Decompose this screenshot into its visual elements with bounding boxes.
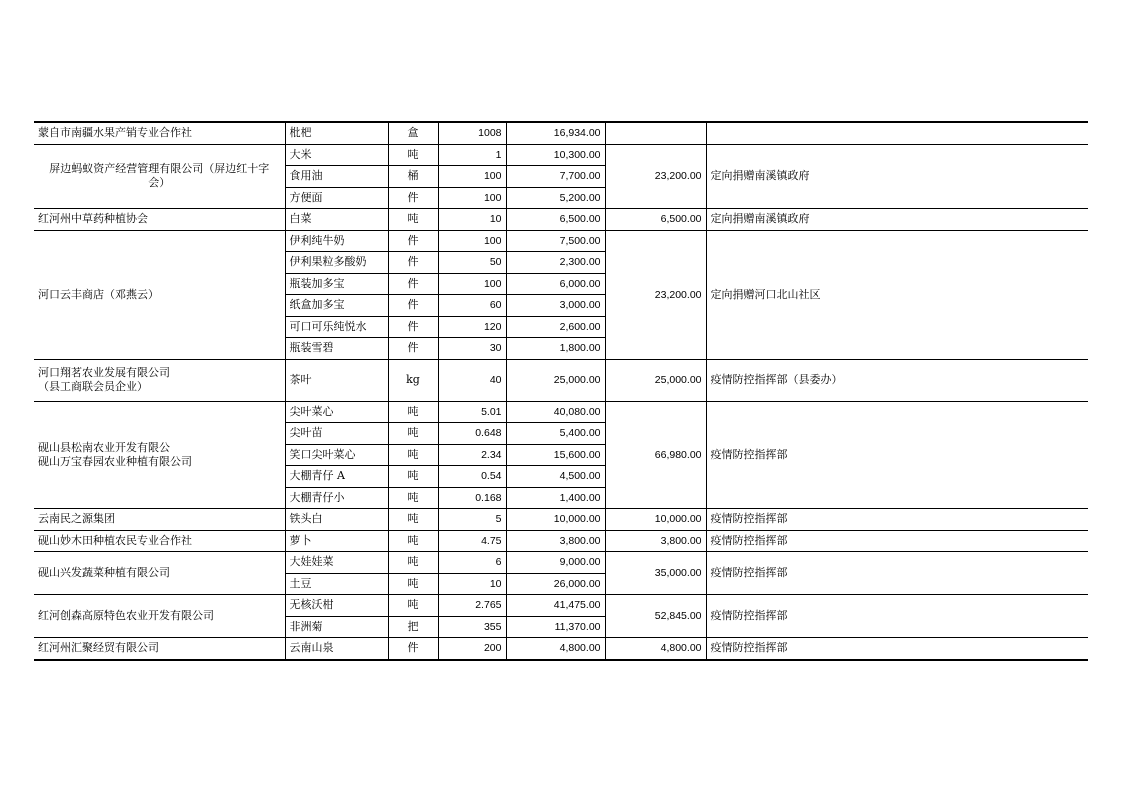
table-row (34, 638, 1088, 660)
unit-cell: 吨 (388, 209, 438, 231)
amount-cell: 7,500.00 (506, 230, 605, 252)
donor-line: （县工商联会员企业） (38, 380, 148, 393)
qty-cell: 4.75 (438, 530, 506, 552)
item-cell: 非洲菊 (285, 616, 388, 638)
item-cell: 大米 (285, 144, 388, 166)
unit-cell: 吨 (388, 487, 438, 509)
item-cell: 方便面 (285, 187, 388, 209)
destination-cell: 疫情防控指挥部（县委办） (706, 359, 1088, 401)
qty-cell: 0.168 (438, 487, 506, 509)
item-cell: 云南山泉 (285, 638, 388, 660)
amount-cell: 9,000.00 (506, 552, 605, 574)
table-row (34, 552, 1088, 574)
qty-cell: 30 (438, 338, 506, 360)
item-cell: 瓶装加多宝 (285, 273, 388, 295)
donor-cell: 红河创森高原特色农业开发有限公司 (34, 595, 285, 638)
unit-cell: 吨 (388, 552, 438, 574)
item-cell: 可口可乐纯悦水 (285, 316, 388, 338)
unit-cell: 吨 (388, 466, 438, 488)
amount-cell: 7,700.00 (506, 166, 605, 188)
qty-cell: 60 (438, 295, 506, 317)
table-row (34, 209, 1088, 231)
donor-cell: 红河州汇聚经贸有限公司 (34, 638, 285, 660)
donor-line: 会） (148, 176, 171, 190)
unit-cell: 吨 (388, 573, 438, 595)
amount-cell: 25,000.00 (506, 359, 605, 401)
item-cell: 白菜 (285, 209, 388, 231)
unit-cell: 吨 (388, 509, 438, 531)
item-cell: 枇杷 (285, 122, 388, 144)
donor-cell (34, 359, 285, 401)
qty-cell: 100 (438, 187, 506, 209)
qty-cell: 120 (438, 316, 506, 338)
unit-cell: 吨 (388, 530, 438, 552)
item-cell: 土豆 (285, 573, 388, 595)
qty-cell: 5 (438, 509, 506, 531)
total-cell: 23,200.00 (605, 230, 706, 359)
amount-cell: 2,600.00 (506, 316, 605, 338)
donor-cell (34, 144, 285, 209)
unit-cell: kg (388, 359, 438, 401)
unit-cell: 吨 (388, 595, 438, 617)
amount-cell: 11,370.00 (506, 616, 605, 638)
qty-cell: 2.765 (438, 595, 506, 617)
unit-cell: 件 (388, 638, 438, 660)
donor-cell: 蒙自市南疆水果产销专业合作社 (34, 122, 285, 144)
amount-cell: 3,000.00 (506, 295, 605, 317)
amount-cell: 1,400.00 (506, 487, 605, 509)
total-cell: 25,000.00 (605, 359, 706, 401)
unit-cell: 吨 (388, 444, 438, 466)
item-cell: 无核沃柑 (285, 595, 388, 617)
donor-cell: 河口云丰商店（邓燕云） (34, 230, 285, 359)
amount-cell: 5,200.00 (506, 187, 605, 209)
qty-cell: 200 (438, 638, 506, 660)
destination-cell: 疫情防控指挥部 (706, 595, 1088, 638)
qty-cell: 100 (438, 166, 506, 188)
destination-cell (706, 122, 1088, 144)
unit-cell: 件 (388, 252, 438, 274)
donor-line: 砚山万宝春园农业种植有限公司 (38, 454, 192, 468)
total-cell: 10,000.00 (605, 509, 706, 531)
unit-cell: 件 (388, 230, 438, 252)
donor-cell: 云南民之源集团 (34, 509, 285, 531)
qty-cell: 10 (438, 573, 506, 595)
qty-cell: 0.54 (438, 466, 506, 488)
amount-cell: 6,000.00 (506, 273, 605, 295)
donor-cell: 砚山妙木田种植农民专业合作社 (34, 530, 285, 552)
table-row (34, 122, 1088, 144)
amount-cell: 2,300.00 (506, 252, 605, 274)
table-row (34, 595, 1088, 617)
item-cell: 伊利果粒多酸奶 (285, 252, 388, 274)
donor-line: 屏边蚂蚁资产经营管理有限公司（屏边红十字 (49, 162, 270, 176)
destination-cell: 疫情防控指挥部 (706, 509, 1088, 531)
donation-table (34, 121, 1088, 661)
unit-cell: 把 (388, 616, 438, 638)
unit-cell: 吨 (388, 144, 438, 166)
destination-cell: 定向捐赠南溪镇政府 (706, 209, 1088, 231)
amount-cell: 40,080.00 (506, 401, 605, 423)
destination-cell: 疫情防控指挥部 (706, 552, 1088, 595)
qty-cell: 40 (438, 359, 506, 401)
donor-line: 砚山县松南农业开发有限公 (38, 440, 170, 454)
donor-line: 河口翔茗农业发展有限公司 (38, 366, 170, 379)
qty-cell: 6 (438, 552, 506, 574)
item-cell: 尖叶苗 (285, 423, 388, 445)
item-cell: 铁头白 (285, 509, 388, 531)
amount-cell: 16,934.00 (506, 122, 605, 144)
item-cell: 大棚青仔小 (285, 487, 388, 509)
destination-cell: 疫情防控指挥部 (706, 638, 1088, 660)
item-cell: 茶叶 (285, 359, 388, 401)
unit-cell: 桶 (388, 166, 438, 188)
item-cell: 伊利纯牛奶 (285, 230, 388, 252)
item-cell: 尖叶菜心 (285, 401, 388, 423)
qty-cell: 10 (438, 209, 506, 231)
total-cell: 6,500.00 (605, 209, 706, 231)
qty-cell: 5.01 (438, 401, 506, 423)
donor-cell: 砚山兴发蔬菜种植有限公司 (34, 552, 285, 595)
donor-cell (34, 401, 285, 509)
unit-cell: 吨 (388, 401, 438, 423)
table-row (34, 144, 1088, 166)
table-row (34, 509, 1088, 531)
destination-cell: 定向捐赠河口北山社区 (706, 230, 1088, 359)
amount-cell: 4,800.00 (506, 638, 605, 660)
unit-cell: 件 (388, 273, 438, 295)
amount-cell: 15,600.00 (506, 444, 605, 466)
item-cell: 笑口尖叶菜心 (285, 444, 388, 466)
table-row (34, 230, 1088, 252)
table-row (34, 530, 1088, 552)
item-cell: 大娃娃菜 (285, 552, 388, 574)
amount-cell: 3,800.00 (506, 530, 605, 552)
total-cell: 35,000.00 (605, 552, 706, 595)
total-cell: 3,800.00 (605, 530, 706, 552)
total-cell: 66,980.00 (605, 401, 706, 509)
total-cell: 4,800.00 (605, 638, 706, 660)
unit-cell: 件 (388, 338, 438, 360)
qty-cell: 0.648 (438, 423, 506, 445)
qty-cell: 1 (438, 144, 506, 166)
amount-cell: 10,300.00 (506, 144, 605, 166)
item-cell: 萝卜 (285, 530, 388, 552)
qty-cell: 100 (438, 230, 506, 252)
total-cell: 52,845.00 (605, 595, 706, 638)
destination-cell: 定向捐赠南溪镇政府 (706, 144, 1088, 209)
qty-cell: 355 (438, 616, 506, 638)
item-cell: 瓶装雪碧 (285, 338, 388, 360)
unit-cell: 件 (388, 295, 438, 317)
item-cell: 大棚青仔 A (285, 466, 388, 488)
amount-cell: 5,400.00 (506, 423, 605, 445)
amount-cell: 10,000.00 (506, 509, 605, 531)
amount-cell: 1,800.00 (506, 338, 605, 360)
unit-cell: 件 (388, 187, 438, 209)
destination-cell: 疫情防控指挥部 (706, 530, 1088, 552)
qty-cell: 100 (438, 273, 506, 295)
unit-cell: 盒 (388, 122, 438, 144)
qty-cell: 1008 (438, 122, 506, 144)
amount-cell: 41,475.00 (506, 595, 605, 617)
amount-cell: 6,500.00 (506, 209, 605, 231)
qty-cell: 50 (438, 252, 506, 274)
table-row (34, 359, 1088, 401)
amount-cell: 26,000.00 (506, 573, 605, 595)
unit-cell: 吨 (388, 423, 438, 445)
qty-cell: 2.34 (438, 444, 506, 466)
donor-cell: 红河州中草药种植协会 (34, 209, 285, 231)
table-row (34, 401, 1088, 423)
item-cell: 食用油 (285, 166, 388, 188)
total-cell (605, 122, 706, 144)
amount-cell: 4,500.00 (506, 466, 605, 488)
item-cell: 纸盒加多宝 (285, 295, 388, 317)
destination-cell: 疫情防控指挥部 (706, 401, 1088, 509)
unit-cell: 件 (388, 316, 438, 338)
total-cell: 23,200.00 (605, 144, 706, 209)
